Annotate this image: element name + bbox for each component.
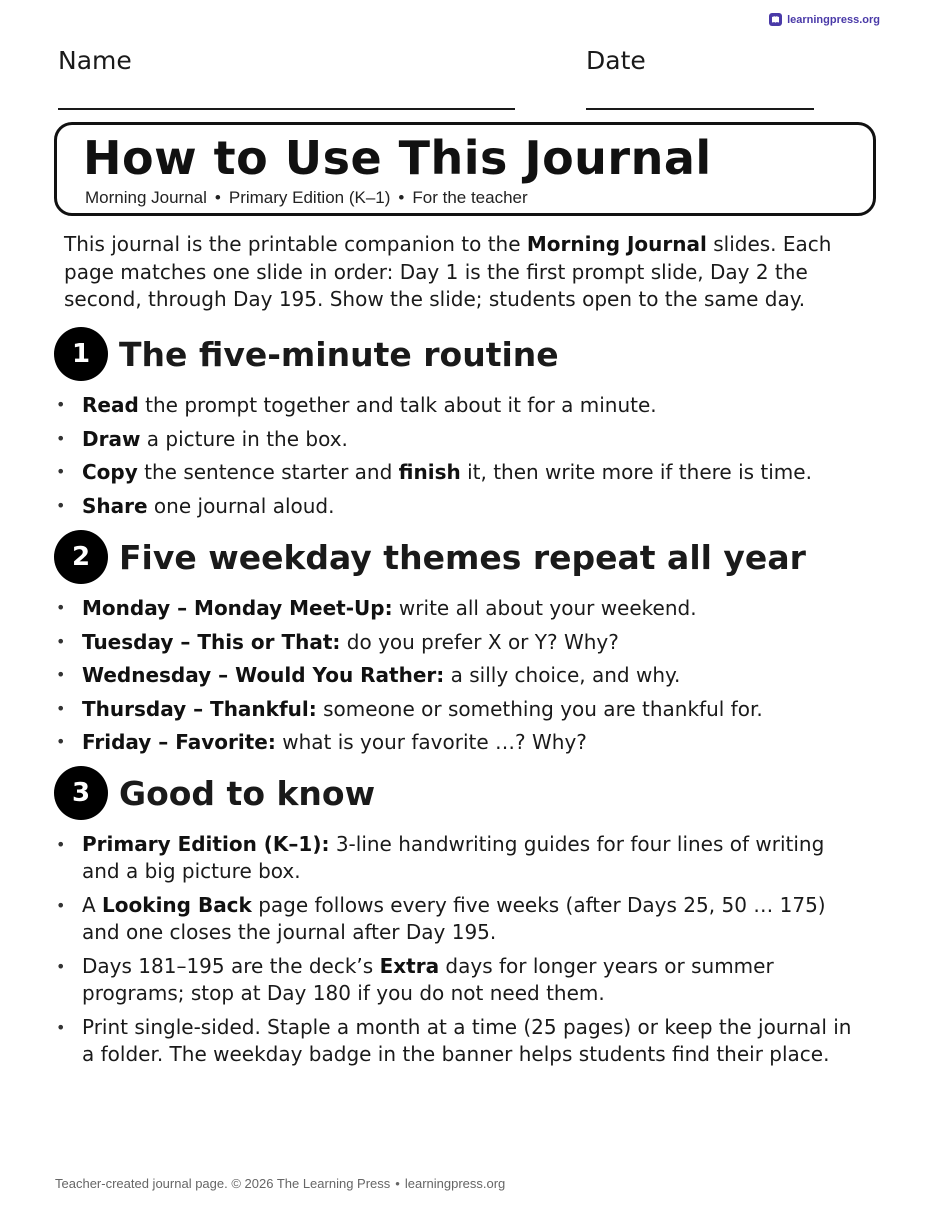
section-title: The five-minute routine	[119, 334, 559, 374]
name-line[interactable]	[58, 108, 515, 110]
intro-text: slides. Each page matches one slide in order: Day 1 is the first prompt slide, Day 2 the second, through Day 195. Show the slide; students open to the same day.	[64, 232, 832, 311]
intro-bold: Morning Journal	[526, 232, 707, 256]
brand-logo[interactable]	[769, 13, 880, 26]
page-footer	[55, 1176, 505, 1191]
list-item: • Friday – Favorite: what is your favorite …? Why?	[56, 729, 866, 755]
list-item: • Primary Edition (K–1): 3-line handwriting guides for four lines of writing and a big picture box.	[56, 831, 866, 885]
footer-site-link[interactable]: learningpress.org	[404, 1176, 506, 1191]
name-date-fields	[58, 46, 878, 116]
list-item: • Copy the sentence starter and finish it, then write more if there is time.	[56, 459, 866, 485]
section-2-list	[56, 595, 866, 763]
subtitle-edition: Primary Edition (K–1)	[228, 188, 391, 207]
list-item: • Thursday – Thankful: someone or something you are thankful for.	[56, 696, 866, 722]
name-label: Name	[58, 46, 132, 75]
list-item: • Share one journal aloud.	[56, 493, 866, 519]
list-item: • Wednesday – Would You Rather: a silly choice, and why.	[56, 662, 866, 688]
footer-separator: •	[395, 1176, 400, 1191]
section-2-heading	[54, 530, 806, 584]
section-1-list	[56, 392, 866, 526]
section-3-list	[56, 831, 866, 1075]
list-item: • Days 181–195 are the deck’s Extra days for longer years or summer programs; stop at Day 180 if you do not need them.	[56, 953, 866, 1007]
section-number-badge: 1	[54, 327, 108, 381]
section-title: Five weekday themes repeat all year	[119, 537, 806, 577]
list-item: • Tuesday – This or That: do you prefer X or Y? Why?	[56, 629, 866, 655]
section-3-heading	[54, 766, 375, 820]
intro-text: This journal is the printable companion to the	[64, 232, 527, 256]
footer-copyright: Teacher-created journal page. © 2026 The Learning Press	[55, 1176, 391, 1191]
section-number-badge: 3	[54, 766, 108, 820]
section-1-heading	[54, 327, 559, 381]
page-title: How to Use This Journal	[83, 131, 712, 185]
subtitle-series: Morning Journal	[85, 188, 207, 207]
list-item: • Monday – Monday Meet-Up: write all about your weekend.	[56, 595, 866, 621]
section-number-badge: 2	[54, 530, 108, 584]
subtitle-audience: For the teacher	[412, 188, 528, 207]
page-subtitle	[85, 188, 528, 208]
list-item: • Print single-sided. Staple a month at a time (25 pages) or keep the journal in a folder. The weekday badge in the banner helps students find their place.	[56, 1014, 866, 1068]
subtitle-separator: •	[214, 188, 221, 207]
list-item: • A Looking Back page follows every five weeks (after Days 25, 50 … 175) and one closes the journal after Day 195.	[56, 892, 866, 946]
list-item: • Read the prompt together and talk about it for a minute.	[56, 392, 866, 418]
date-line[interactable]	[586, 108, 814, 110]
brand-text: learningpress.org	[787, 13, 880, 26]
intro-paragraph	[64, 231, 854, 314]
list-item: • Draw a picture in the box.	[56, 426, 866, 452]
date-label: Date	[586, 46, 646, 75]
subtitle-separator: •	[398, 188, 405, 207]
title-box	[54, 122, 876, 216]
book-icon	[769, 13, 782, 26]
section-title: Good to know	[119, 773, 376, 813]
